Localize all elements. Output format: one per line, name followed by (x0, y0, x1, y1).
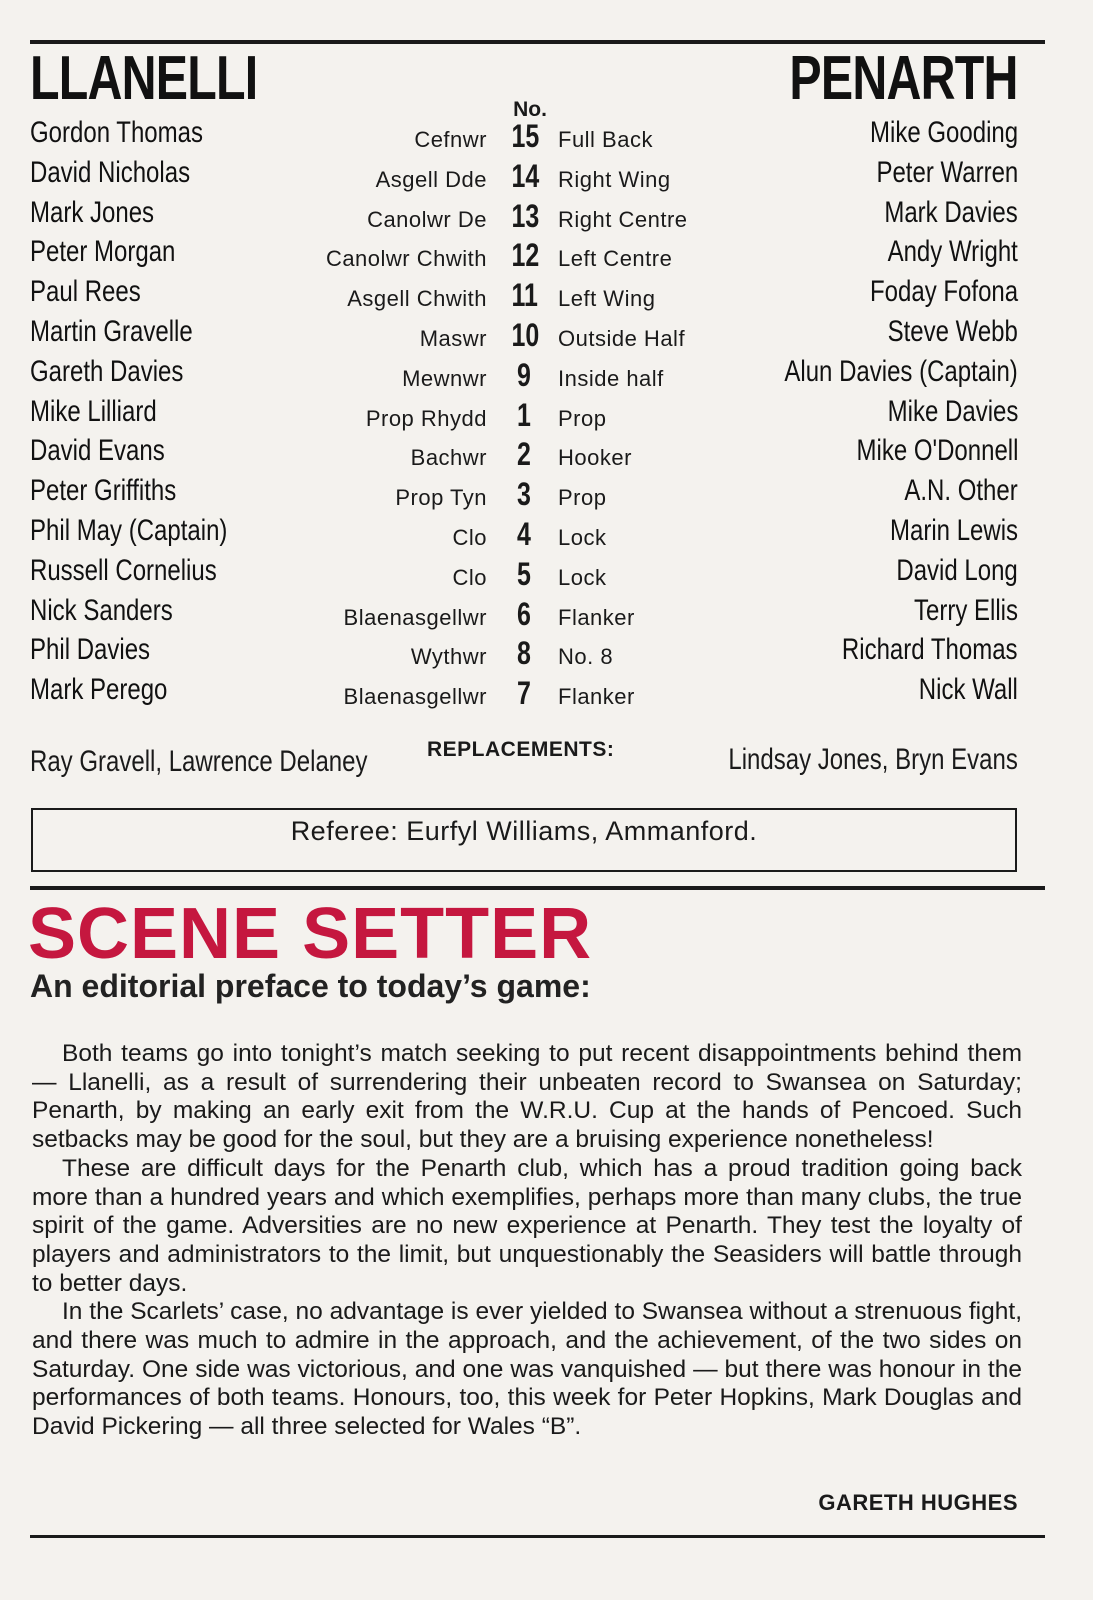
away-replacements: Lindsay Jones, Bryn Evans (728, 743, 1018, 776)
english-position: Outside Half (558, 326, 686, 351)
lineup-row (0, 118, 1093, 158)
home-player-name: Paul Rees (30, 275, 141, 309)
english-position: Left Wing (558, 286, 656, 312)
shirt-number: 9 (517, 356, 531, 393)
shirt-number: 14 (511, 157, 540, 194)
lineup-row (0, 516, 1093, 556)
number-column-header: No. (513, 98, 547, 121)
welsh-position: Blaenasgellwr (343, 684, 487, 710)
home-player-name: Martin Gravelle (30, 315, 193, 348)
home-player-name: Mike Lilliard (30, 394, 157, 428)
lineup-row (0, 237, 1093, 277)
shirt-number: 5 (517, 555, 531, 592)
english-position: Lock (558, 525, 607, 550)
lineup-row (0, 317, 1093, 357)
away-player-name: Marin Lewis (889, 514, 1018, 547)
shirt-number: 15 (511, 118, 540, 154)
lineup-row (0, 436, 1093, 476)
home-player-name: David Evans (30, 434, 165, 468)
welsh-position: Prop Rhydd (365, 405, 487, 431)
home-team-name: LLANELLI (30, 44, 258, 113)
english-position: Full Back (558, 127, 653, 152)
welsh-position: Asgell Dde (375, 166, 487, 192)
home-player-name: Phil Davies (30, 633, 151, 667)
home-player-name: Gareth Davies (30, 354, 184, 388)
english-position: Right Centre (558, 206, 688, 232)
shirt-number: 8 (517, 635, 531, 672)
away-player-name: Foday Fofona (869, 275, 1018, 309)
shirt-number: 2 (517, 436, 531, 473)
away-team-name: PENARTH (789, 44, 1018, 113)
welsh-position: Maswr (419, 326, 487, 351)
lineup-row (0, 593, 1093, 636)
english-position: No. 8 (558, 644, 614, 670)
welsh-position: Canolwr Chwith (325, 246, 487, 272)
away-player-name: Terry Ellis (913, 593, 1018, 627)
lineup-row (0, 195, 1093, 238)
english-position: Inside half (558, 365, 664, 391)
welsh-position: Canolwr De (367, 206, 487, 232)
english-position: Flanker (558, 684, 635, 710)
home-player-name: Phil May (Captain) (30, 514, 228, 547)
welsh-position: Clo (452, 525, 487, 550)
shirt-number: 10 (511, 317, 540, 353)
lineup-row (0, 354, 1093, 397)
away-player-name: A.N. Other (904, 474, 1018, 508)
editorial-body (32, 1040, 1022, 1442)
lineup-row (0, 553, 1093, 596)
replacements-label: REPLACEMENTS: (427, 738, 615, 761)
shirt-number: 7 (517, 675, 531, 712)
scene-setter-subtitle: An editorial preface to today’s game: (30, 968, 591, 1004)
shirt-number: 13 (511, 197, 540, 234)
away-player-name: Steve Webb (887, 315, 1018, 348)
english-position: Left Centre (558, 246, 673, 272)
welsh-position: Clo (452, 564, 487, 590)
english-position: Hooker (558, 445, 632, 471)
shirt-number: 3 (517, 476, 531, 513)
lineup-row (0, 394, 1093, 437)
home-player-name: Peter Morgan (30, 235, 176, 269)
welsh-position: Asgell Chwith (347, 286, 487, 312)
away-player-name: Andy Wright (887, 235, 1018, 269)
welsh-position: Wythwr (410, 644, 487, 670)
home-player-name: Russell Cornelius (30, 553, 217, 587)
away-player-name: Mark Davies (884, 195, 1018, 229)
shirt-number: 4 (517, 516, 531, 552)
away-player-name: Peter Warren (876, 155, 1018, 189)
english-position: Prop (558, 405, 607, 431)
away-player-name: Alun Davies (Captain) (784, 354, 1018, 388)
away-player-name: Mike O'Donnell (856, 434, 1018, 468)
home-replacements: Ray Gravell, Lawrence Delaney (30, 745, 368, 778)
section-rule (30, 886, 1045, 890)
referee-text: Referee: Eurfyl Williams, Ammanford. (290, 816, 758, 846)
lineup-row (0, 155, 1093, 198)
away-player-name: Richard Thomas (842, 633, 1018, 667)
shirt-number: 11 (511, 277, 538, 314)
welsh-position: Mewnwr (402, 365, 487, 391)
welsh-position: Cefnwr (414, 127, 487, 152)
english-position: Flanker (558, 604, 635, 630)
author-byline: GARETH HUGHES (818, 1490, 1018, 1515)
shirt-number: 12 (511, 237, 540, 274)
home-player-name: Mark Jones (30, 195, 155, 229)
home-player-name: Nick Sanders (30, 593, 173, 627)
lineup-row (0, 675, 1093, 715)
home-player-name: Gordon Thomas (30, 116, 203, 149)
shirt-number: 6 (517, 595, 531, 632)
referee-box (31, 808, 1017, 872)
home-player-name: Peter Griffiths (30, 474, 177, 508)
away-player-name: Mike Gooding (869, 116, 1018, 149)
editorial-paragraph: Both teams go into tonight’s match seeking to put recent disappointments behind them — Llanelli, as a result of surrendering their unbeaten record to Swansea on Saturday; Penarth, by making an early exit from the W.R.U. Cup at the hands of Pencoed. Such setbacks may be good for the soul, but they are a bruising experience nonetheless! (32, 1040, 1022, 1154)
shirt-number: 1 (517, 396, 531, 433)
home-player-name: Mark Perego (30, 673, 168, 707)
lineup-row (0, 277, 1093, 317)
welsh-position: Blaenasgellwr (343, 604, 487, 630)
lineup-row (0, 635, 1093, 675)
english-position: Lock (558, 564, 607, 590)
editorial-paragraph: In the Scarlets’ case, no advantage is ever yielded to Swansea without a strenuous fight, and there was much to admire in the approach, and the achievement, of the two sides on Saturday. One side was victorious, and one was vanquished — but there was honour in the performances of both teams. Honours, too, this week for Peter Hopkins, Mark Douglas and David Pickering — all three selected for Wales “B”. (32, 1298, 1022, 1441)
scene-setter-title: SCENE SETTER (28, 894, 593, 974)
welsh-position: Prop Tyn (395, 485, 487, 511)
editorial-paragraph: These are difficult days for the Penarth club, which has a proud tradition going back more than a hundred years and which exemplifies, perhaps more than many clubs, the true spirit of the game. Adversities are no new experience at Penarth. They test the loyalty of players and administrators to the limit, but unquestionably the Seasiders will battle through to better days. (32, 1154, 1022, 1297)
away-player-name: Nick Wall (918, 673, 1018, 707)
welsh-position: Bachwr (410, 445, 487, 471)
bottom-rule (30, 1535, 1045, 1538)
english-position: Right Wing (558, 166, 671, 192)
english-position: Prop (558, 485, 607, 511)
away-player-name: Mike Davies (887, 394, 1018, 428)
away-player-name: David Long (896, 553, 1018, 587)
home-player-name: David Nicholas (30, 155, 191, 189)
lineup-row (0, 476, 1093, 516)
